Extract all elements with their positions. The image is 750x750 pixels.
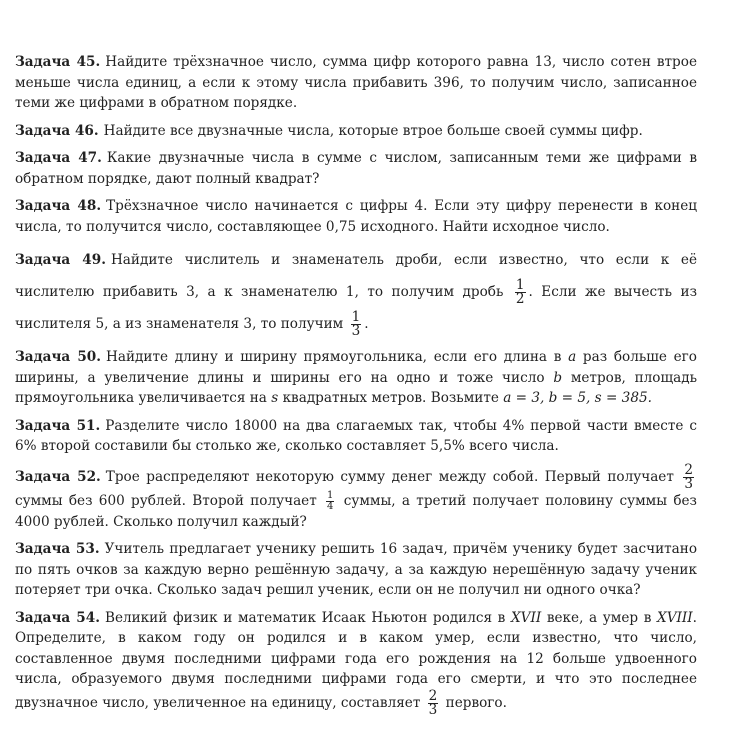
fraction-one-third xyxy=(351,311,362,338)
fraction-one-half xyxy=(515,279,526,306)
math-variable-s: s xyxy=(271,390,279,406)
fraction-numerator: 2 xyxy=(428,687,438,704)
problem-text: квадратных метров. Возьмите xyxy=(282,390,499,406)
problem-label: Задача 47. xyxy=(15,150,102,166)
problem-text: веке, а умер в xyxy=(546,609,652,626)
problem-50 xyxy=(15,347,697,409)
fraction-denominator: 3 xyxy=(684,475,694,492)
fraction-one-quarter xyxy=(326,491,334,512)
fraction-two-thirds xyxy=(428,687,439,718)
math-variable-b: b xyxy=(553,369,563,386)
problem-label: Задача 53. xyxy=(15,541,100,557)
problem-text: первого. xyxy=(445,694,507,711)
problem-51 xyxy=(15,416,697,457)
problem-text: Великий физик и математик Исаак Ньютон родился в xyxy=(104,609,506,626)
fraction-denominator: 3 xyxy=(428,701,438,718)
problem-text: . Определите, в каком году он родился и в каком умер, если известно, что число, составленное двумя последними цифрами года его рождения на 12 больше удвоенного числа, образуемого двумя последними цифрами года его смерти, и что это последнее двузначное число, увеличенное на единицу, составляет xyxy=(15,609,697,711)
century-birth: XVII xyxy=(510,609,542,626)
problem-list xyxy=(15,52,697,724)
problem-label: Задача 54. xyxy=(15,609,100,626)
problem-text: . xyxy=(364,316,369,332)
problem-52 xyxy=(15,461,697,533)
problem-text: Трое распределяют некоторую сумму денег между собой. Первый получает xyxy=(105,468,674,485)
problem-label: Задача 49. xyxy=(15,252,106,268)
problem-label: Задача 52. xyxy=(15,468,101,485)
problem-text: Найдите все двузначные числа, которые втрое больше своей суммы цифр. xyxy=(103,122,643,139)
problem-text: Какие двузначные числа в сумме с числом, записанным теми же цифрами в обратном порядке, дают полный квадрат? xyxy=(15,150,697,187)
fraction-numerator: 1 xyxy=(327,489,334,501)
fraction-denominator: 3 xyxy=(351,323,361,339)
fraction-two-thirds xyxy=(683,461,694,492)
math-values: a = 3, b = 5, s = 385. xyxy=(503,390,652,406)
problem-label: Задача 45. xyxy=(15,54,101,70)
problem-label: Задача 50. xyxy=(15,349,101,365)
problem-text: метров, площадь прямоугольника увеличивается на xyxy=(15,369,697,406)
fraction-numerator: 1 xyxy=(515,277,525,293)
problem-text: Учитель предлагает ученику решить 16 задач, причём ученику будет засчитано по пять очков за каждую верно решённую задачу, а за каждую нерешённую задачу ученик потеряет три очка. Сколько задач решил ученик, если он не получил ни одного очка? xyxy=(15,541,698,598)
problem-45 xyxy=(15,52,697,114)
problem-53 xyxy=(15,539,697,601)
problem-text: Разделите число 18000 на два слагаемых так, чтобы 4% первой части вместе с 6% второй составили бы столько же, сколько составляет 5,5% всего числа. xyxy=(15,417,697,454)
problem-47 xyxy=(15,148,697,189)
problem-text: раз больше его ширины, а увеличение длины и ширины его на одно и тоже число xyxy=(15,349,697,386)
fraction-numerator: 1 xyxy=(351,309,361,325)
problem-49 xyxy=(15,244,697,340)
problem-text: Найдите длину и ширину прямоугольника, если его длина в xyxy=(106,349,562,365)
problem-text: Найдите числитель и знаменатель дроби, если известно, что если к её числителю прибавить 3, а к знаменателю 1, то получим дробь xyxy=(15,252,697,300)
problem-text: Найдите трёхзначное число, сумма цифр которого равна 13, число сотен втрое меньше числа единиц, а если к этому числа прибавить 396, то получим число, записанное теми же цифрами в обратном порядке. xyxy=(15,54,697,111)
fraction-denominator: 4 xyxy=(327,500,334,512)
math-variable-a: a xyxy=(568,349,577,365)
problem-54 xyxy=(15,608,697,717)
problem-48 xyxy=(15,196,697,237)
fraction-denominator: 2 xyxy=(515,291,525,307)
problem-text: суммы без 600 рублей. Второй получает xyxy=(15,492,317,509)
problem-text: . Если же вычесть из числителя 5, а из знаменателя 3, то получим xyxy=(15,284,697,332)
problem-46 xyxy=(15,121,697,142)
century-death: XVIII xyxy=(657,609,693,626)
problem-label: Задача 51. xyxy=(15,417,101,434)
problem-label: Задача 48. xyxy=(15,198,102,214)
problem-text: суммы, а третий получает половину суммы без 4000 рублей. Сколько получил каждый? xyxy=(15,492,697,530)
problem-text: Трёхзначное число начинается с цифры 4. Если эту цифру перенести в конец числа, то получится число, составляющее 0,75 исходного. Найти исходное число. xyxy=(15,198,697,235)
fraction-numerator: 2 xyxy=(684,461,694,478)
problem-label: Задача 46. xyxy=(15,122,99,139)
